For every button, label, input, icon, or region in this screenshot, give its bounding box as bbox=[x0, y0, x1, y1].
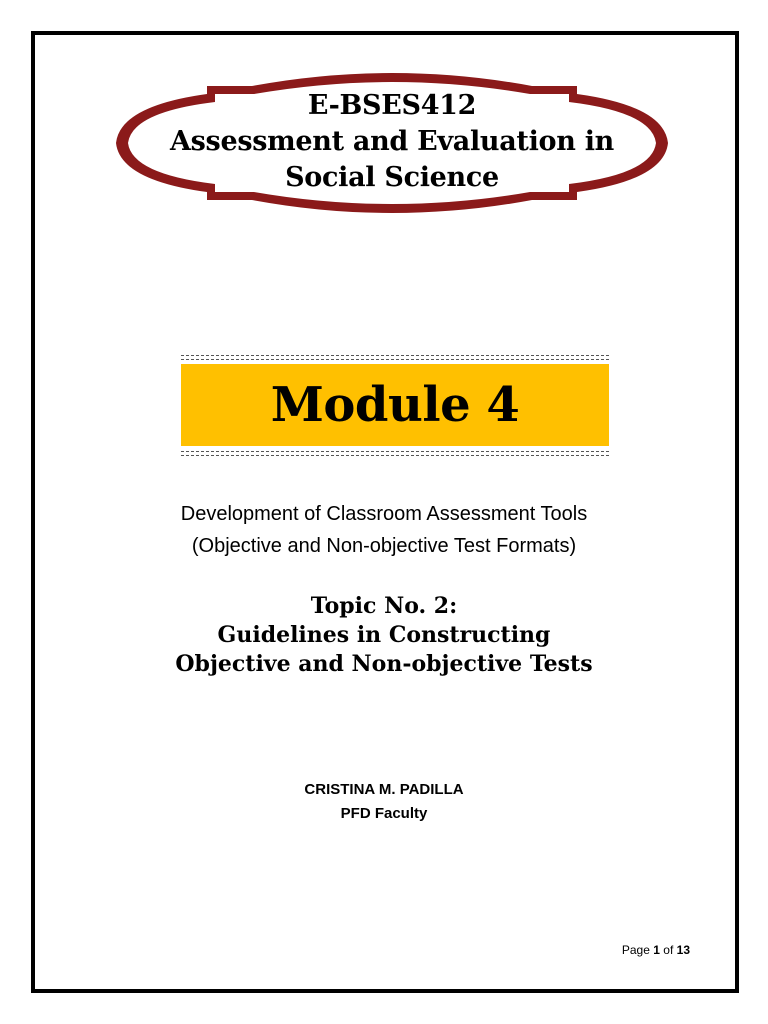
topic-heading bbox=[80, 592, 688, 679]
topic-number: Topic No. 2: bbox=[310, 593, 458, 619]
course-code: E-BSES412 bbox=[307, 90, 477, 121]
topic-title-line2: Objective and Non-objective Tests bbox=[175, 651, 593, 677]
author-role: PFD Faculty bbox=[340, 805, 428, 822]
divider-bottom bbox=[181, 451, 609, 456]
module-title: Module 4 bbox=[270, 377, 520, 433]
title-banner bbox=[112, 64, 672, 222]
subtitle-line2: (Objective and Non-objective Test Formats) bbox=[191, 535, 577, 557]
topic-title-line1: Guidelines in Constructing bbox=[217, 622, 551, 648]
page-number: Page 1 of 13 bbox=[621, 943, 690, 957]
module-box bbox=[181, 364, 609, 446]
author-name: CRISTINA M. PADILLA bbox=[304, 781, 464, 798]
course-title-line2: Social Science bbox=[285, 162, 499, 193]
course-title-line1: Assessment and Evaluation in bbox=[170, 126, 614, 157]
module-subtitle bbox=[80, 498, 688, 562]
subtitle-line1: Development of Classroom Assessment Tools bbox=[180, 503, 588, 525]
divider-top bbox=[181, 355, 609, 360]
author-block bbox=[80, 778, 688, 826]
